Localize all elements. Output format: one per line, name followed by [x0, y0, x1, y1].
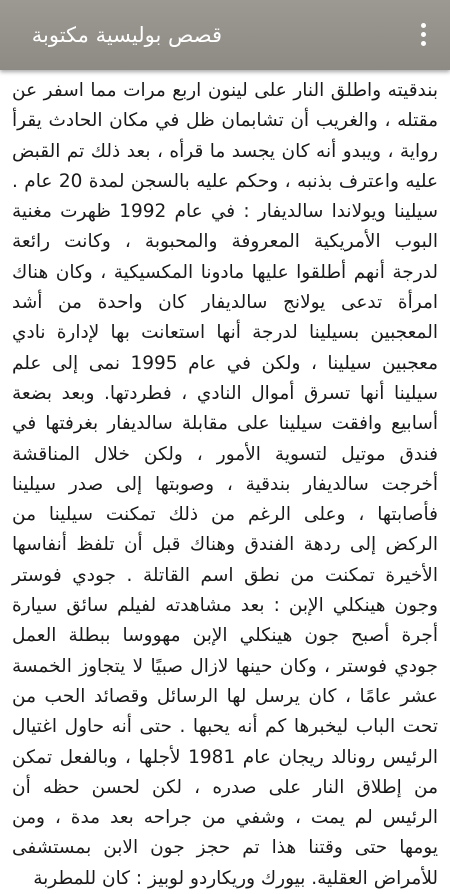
story-content[interactable] — [0, 70, 450, 889]
overflow-menu-button[interactable] — [410, 20, 438, 50]
app-title: قصص بوليسية مكتوبة — [31, 23, 222, 47]
app-bar — [0, 0, 450, 70]
story-text: بندقيته واطلق النار على لينون اربع مرات مما اسفر عن مقتله ، والغريب أن تشابمان ظل في مكان الحادث يقرأ رواية ، ويبدو أنه كان يجسد ما قرأه ، بعد ذلك تم القبض عليه واعترف بذنبه ، وحكم عليه بالسجن لمدة 20 عام . سيلينا ويولاندا سالديفار : في عام 1992 ظهرت مغنية البوب الأمريكية المعروفة والمحبوبة ، وكانت رائعة لدرجة أنهم أطلقوا عليها مادونا المكسيكية ، وكان هناك امرأة تدعى يولانج سالديفار كان واحدة من أشد المعجبين بسيلينا لدرجة أنها استعانت بها لإدارة نادي معجبين سيلينا ، ولكن في عام 1995 نمى إلى علم سيلينا أنها تسرق أموال النادي ، فطردتها. وبعد بضعة أسابيع وافقت سيلينا على مقابلة سالديفار بغرفتها في فندق موتيل لتسوية الأمور ، ولكن خلال المناقشة أخرجت سالديفار بندقية ، وصوبتها إلى صدر سيلينا فأصابتها ، وعلى الرغم من ذلك تمكنت سيلينا من الركض إلى ردهة الفندق وهناك قبل أن تلفظ أنفاسها الأخيرة تمكنت من نطق اسم القاتلة . جودي فوستر وجون هينكلي الإبن : بعد مشاهدته لفيلم سائق سيارة أجرة أصبح جون هينكلي الإبن مهووسا ببطلة العمل جودي فوستر ، وكان حينها لازال صبيًا لا يتجاوز الخمسة عشر عامًا ، كان يرسل لها الرسائل وقصائد الحب من تحت الباب ليخبرها كم أنه يحبها . حتى أنه حاول اغتيال الرئيس رونالد ريجان عام 1981 لأجلها ، وبالفعل تمكن من إطلاق النار على صدره ، لكن لحسن حظه أن الرئيس لم يمت ، وشفي من جراحه بعد مدة ، ومن يومها حتى وقتنا هذا تم حجز جون الابن بمستشفى للأمراض العقلية. بيورك وريكاردو لوبيز : كان للمطربة — [12, 80, 439, 889]
